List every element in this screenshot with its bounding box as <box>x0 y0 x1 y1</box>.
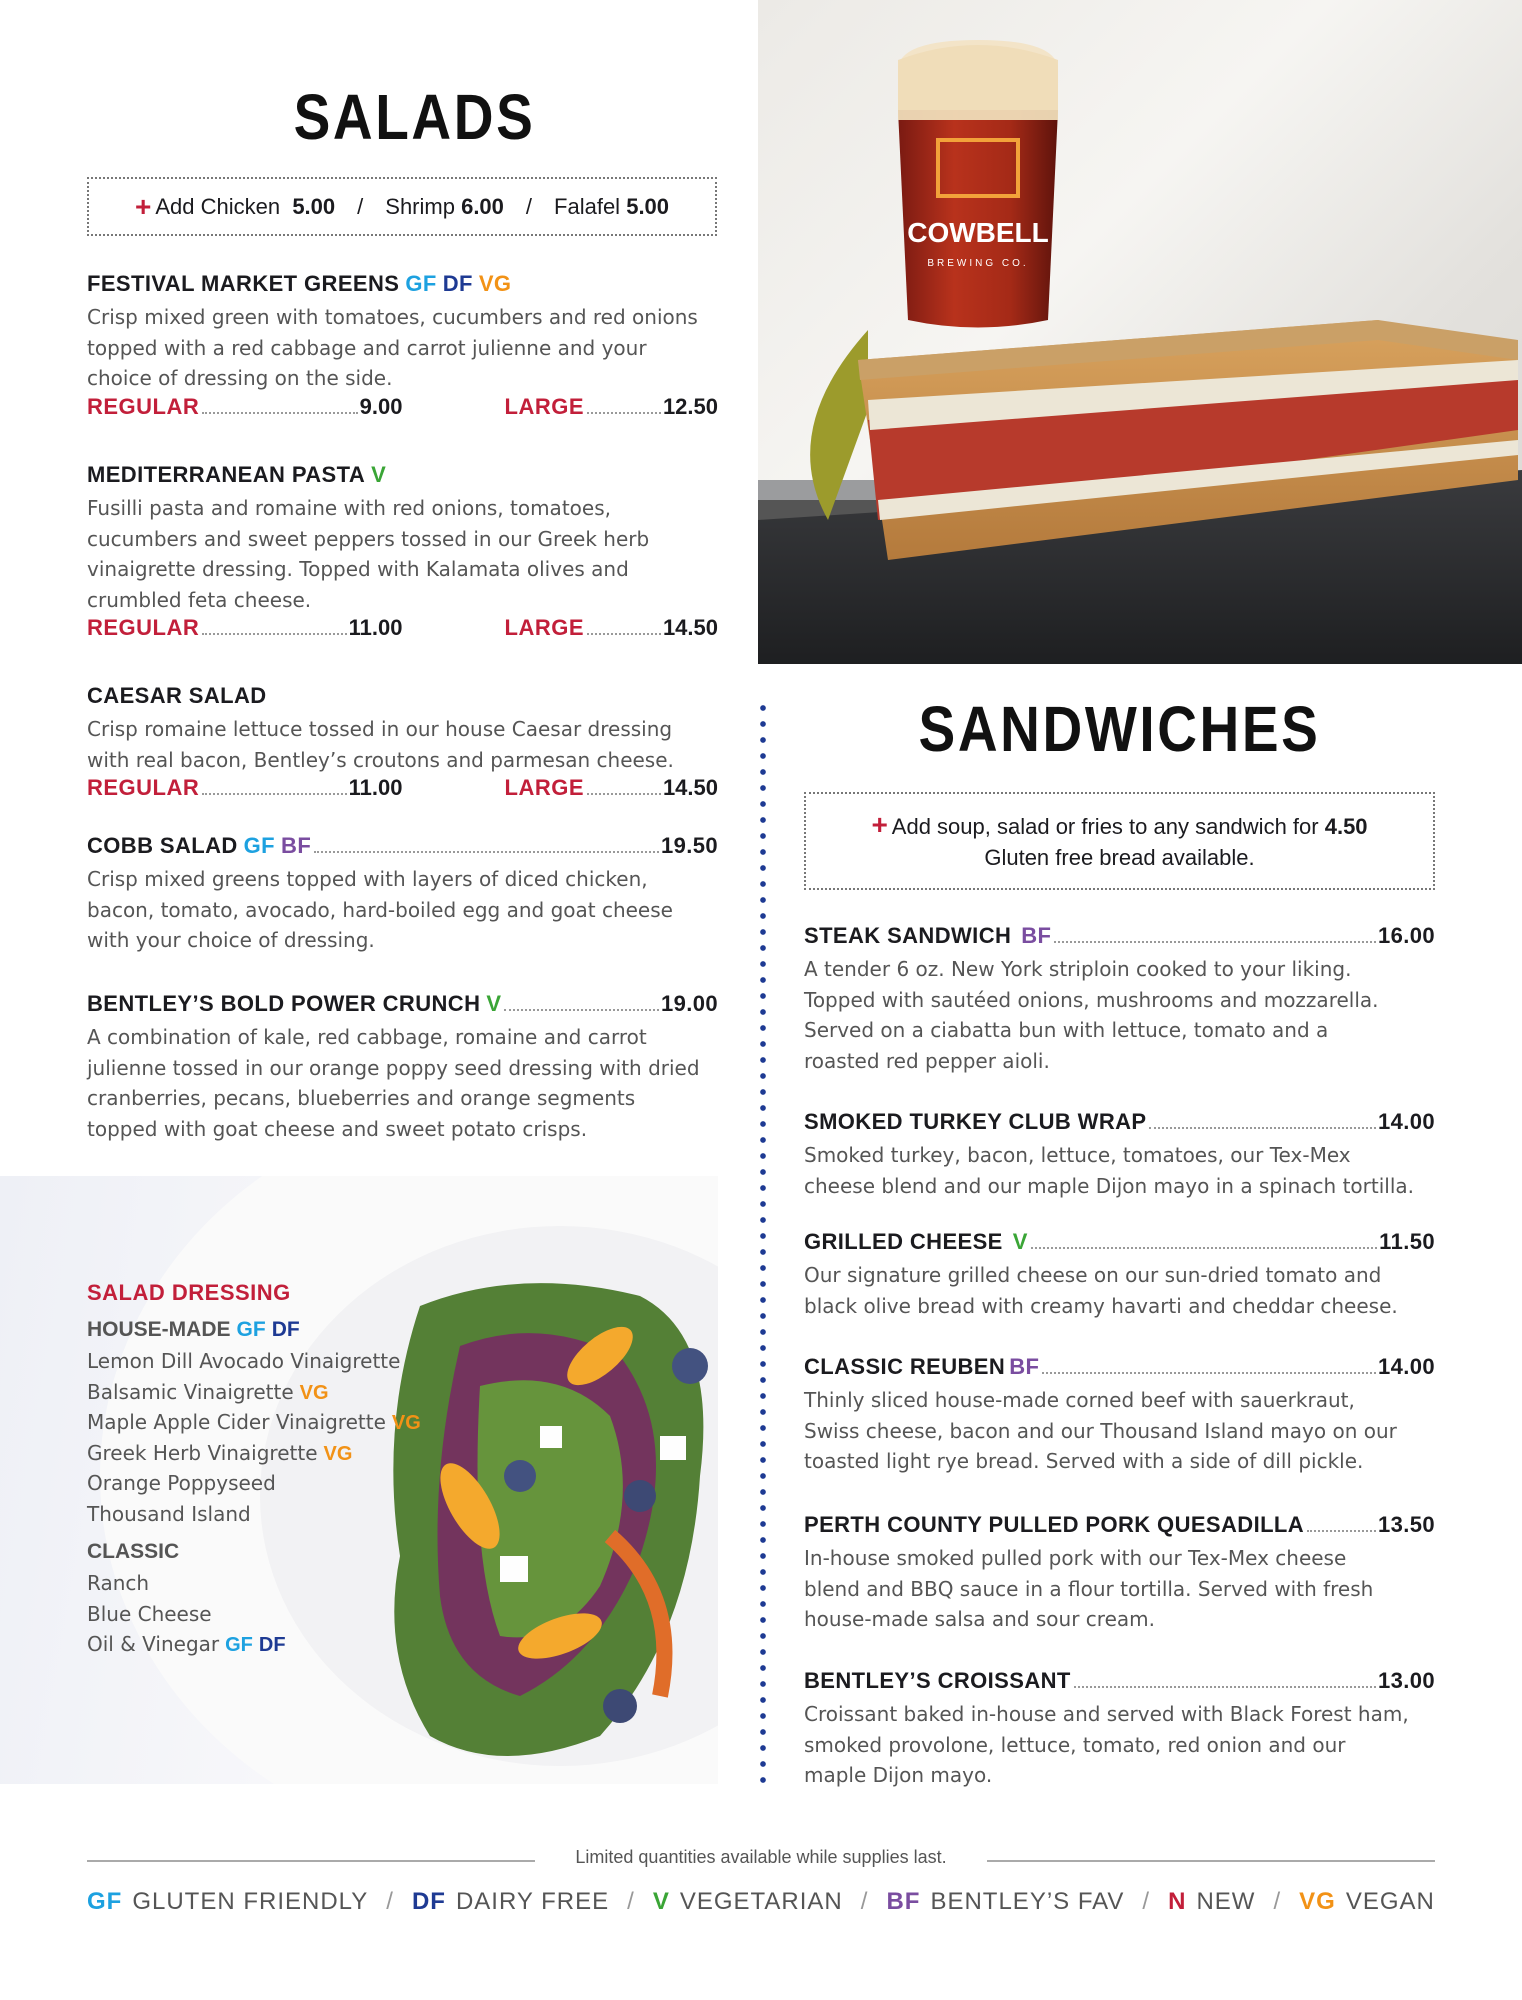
item-description: Croissant baked in-house and served with Black Forest ham, smoked provolone, lettuce, tomato, red onion and our maple Dijon mayo. <box>804 1702 1409 1787</box>
legend-sep: / <box>627 1888 635 1915</box>
sandwich-item-classic-reuben <box>804 1354 1435 1477</box>
regular-price: 11.00 <box>348 615 403 640</box>
item-name: GRILLED CHEESE <box>804 1229 1003 1254</box>
dressing-item: Oil & Vinegar GF DF <box>87 1632 286 1656</box>
tag-df: DF <box>271 1318 300 1341</box>
tag-vg: VG <box>323 1442 353 1465</box>
addon-falafel-price: 5.00 <box>626 194 670 219</box>
dressing-item: Orange Poppyseed <box>87 1471 276 1495</box>
item-description: Smoked turkey, bacon, lettuce, tomatoes, our Tex-Mex cheese blend and our maple Dijon mayo in a spinach tortilla. <box>804 1143 1414 1198</box>
item-description: Fusilli pasta and romaine with red onions, tomatoes, cucumbers and sweet peppers tossed in our Greek herb vinaigrette dressing. Topped with Kalamata olives and crumbled feta cheese. <box>87 496 650 612</box>
tag-gf: GF <box>236 1318 266 1341</box>
salad-item-cobb-salad <box>87 833 718 956</box>
tag-df: DF <box>258 1634 286 1656</box>
dressing-item: Thousand Island <box>87 1501 251 1526</box>
item-price: 11.50 <box>1379 1229 1435 1254</box>
sandwich-item-turkey-club-wrap <box>804 1109 1435 1201</box>
plus-icon: + <box>871 809 888 840</box>
tag-gf: GF <box>225 1634 253 1656</box>
dressing-item: Ranch <box>87 1571 150 1595</box>
addon-chicken-label: Add Chicken <box>155 194 281 219</box>
item-description: A tender 6 oz. New York striploin cooked to your liking. Topped with sautéed onions, mushrooms and mozzarella. Served on a ciabatta bun with lettuce, tomato and a roasted red pepper aioli. <box>804 957 1379 1073</box>
item-description: Crisp mixed greens topped with layers of diced chicken, bacon, tomato, avocado, hard-boiled egg and goat cheese with your choice of dressing. <box>87 867 673 952</box>
large-price: 14.50 <box>662 775 718 800</box>
sandwich-item-steak <box>804 923 1435 1076</box>
dressing-item: Greek Herb Vinaigrette VG <box>87 1440 353 1465</box>
sandwiches-addons-box <box>804 792 1435 890</box>
salads-title: SALADS <box>293 81 536 153</box>
limited-quantities-note: Limited quantities available while supplies last. <box>575 1847 947 1867</box>
tag-bf: BF <box>1021 923 1052 948</box>
sandwich-item-grilled-cheese <box>804 1229 1435 1321</box>
legend-bf: BF BENTLEY’S FAV <box>886 1888 1125 1915</box>
tag-df: DF <box>442 271 473 296</box>
legend-df: DF DAIRY FREE <box>411 1888 610 1915</box>
tag-gf: GF <box>243 833 276 858</box>
size-prices <box>87 775 718 807</box>
item-description: A combination of kale, red cabbage, romaine and carrot julienne tossed in our orange poppy seed dressing with dried cranberries, pecans, blueberries and orange segments topped with goat cheese and sweet potato crisps. <box>87 1025 700 1141</box>
item-name: BENTLEY’S BOLD POWER CRUNCH <box>87 991 481 1016</box>
tag-v: V <box>1012 1229 1028 1254</box>
item-name: COBB SALAD <box>87 833 238 858</box>
legend-v: V VEGETARIAN <box>652 1888 843 1915</box>
addon-chicken-price: 5.00 <box>292 194 336 219</box>
large-label: LARGE <box>504 393 584 419</box>
regular-label: REGULAR <box>87 775 200 800</box>
salad-item-festival-market-greens <box>87 271 718 426</box>
item-price: 14.00 <box>1377 1109 1435 1134</box>
regular-price: 11.00 <box>348 775 403 800</box>
tag-vg: VG <box>391 1412 421 1434</box>
legend-sep: / <box>386 1888 394 1915</box>
dressing-house-made-label: HOUSE-MADE GF DF <box>87 1318 300 1341</box>
plus-icon: + <box>134 191 152 222</box>
sandwich-beer-photo <box>758 0 1522 664</box>
large-price: 12.50 <box>662 393 718 419</box>
addon-shrimp-label: Shrimp <box>385 194 455 219</box>
item-name: CAESAR SALAD <box>87 683 267 708</box>
regular-label: REGULAR <box>87 615 200 640</box>
size-prices <box>87 615 718 647</box>
tag-vg: VG <box>478 271 512 296</box>
item-name: PERTH COUNTY PULLED PORK QUESADILLA <box>804 1512 1305 1537</box>
item-name: BENTLEY’S CROISSANT <box>804 1668 1071 1693</box>
item-name: MEDITERRANEAN PASTA <box>87 462 366 487</box>
item-price: 19.50 <box>660 833 718 858</box>
tag-bf: BF <box>1009 1354 1040 1379</box>
item-price: 14.00 <box>1377 1354 1435 1379</box>
legend-sep: / <box>860 1888 869 1915</box>
tag-vg: VG <box>299 1381 329 1404</box>
legend-sep: / <box>1142 1888 1151 1915</box>
dressing-classic-label: CLASSIC <box>87 1540 180 1563</box>
legend-gf: GF GLUTEN FRIENDLY <box>87 1888 369 1915</box>
item-name: FESTIVAL MARKET GREENS <box>87 271 400 296</box>
legend-vg: VG VEGAN <box>1299 1888 1435 1915</box>
dressing-item: Lemon Dill Avocado Vinaigrette <box>87 1349 401 1373</box>
addon-sep: / <box>525 194 533 219</box>
salad-item-caesar-salad <box>87 683 718 807</box>
tag-gf: GF <box>405 271 437 296</box>
sandwich-item-croissant <box>804 1668 1435 1791</box>
salad-item-mediterranean-pasta <box>87 462 718 647</box>
dressing-item: Balsamic Vinaigrette VG <box>87 1379 329 1404</box>
item-description: Thinly sliced house-made corned beef with sauerkraut, Swiss cheese, bacon and our Thousand Island mayo on our toasted light rye bread. Served with a side of dill pickle. <box>804 1388 1397 1473</box>
regular-label: REGULAR <box>87 393 200 419</box>
salad-item-power-crunch <box>87 991 718 1144</box>
dressing-item: Maple Apple Cider Vinaigrette VG <box>87 1410 421 1434</box>
large-label: LARGE <box>504 615 584 640</box>
salads-addons-box <box>87 177 717 236</box>
item-price: 16.00 <box>1377 923 1435 948</box>
addon-shrimp-price: 6.00 <box>461 194 504 219</box>
item-price: 13.00 <box>1377 1668 1435 1693</box>
dietary-legend <box>87 1888 1435 1916</box>
tag-v: V <box>486 991 502 1016</box>
item-name: STEAK SANDWICH <box>804 923 1012 948</box>
item-price: 19.00 <box>660 991 718 1016</box>
sandwiches-title: SANDWICHES <box>918 693 1321 765</box>
regular-price: 9.00 <box>359 393 403 419</box>
large-price: 14.50 <box>662 615 718 640</box>
item-price: 13.50 <box>1377 1512 1435 1537</box>
gluten-free-note: Gluten free bread available. <box>984 845 1255 870</box>
sandwich-addon-text: Add soup, salad or fries to any sandwich for <box>891 814 1319 839</box>
legend-n: N NEW <box>1168 1888 1256 1915</box>
item-description: In-house smoked pulled pork with our Tex-Mex cheese blend and BBQ sauce in a flour tortilla. Served with fresh house-made salsa and sour cream. <box>804 1546 1374 1631</box>
sandwich-beer-illustration <box>758 0 1522 664</box>
sandwich-addon-price: 4.50 <box>1324 814 1368 839</box>
beer-logo-text: COWBELL <box>907 217 1049 248</box>
sandwich-item-pulled-pork-quesadilla <box>804 1512 1435 1635</box>
tag-bf: BF <box>281 833 312 858</box>
item-description: Crisp mixed green with tomatoes, cucumbers and red onions topped with a red cabbage and carrot julienne and your choice of dressing on the side. <box>87 305 698 390</box>
large-label: LARGE <box>504 775 584 800</box>
addon-falafel-label: Falafel <box>554 194 621 219</box>
column-divider <box>760 700 766 1785</box>
item-name: CLASSIC REUBEN <box>804 1354 1006 1379</box>
legend-sep: / <box>1273 1888 1282 1915</box>
dressing-title: SALAD DRESSING <box>87 1280 291 1305</box>
item-description: Our signature grilled cheese on our sun-dried tomato and black olive bread with creamy havarti and cheddar cheese. <box>804 1263 1398 1318</box>
dressing-item: Blue Cheese <box>87 1601 212 1626</box>
item-description: Crisp romaine lettuce tossed in our house Caesar dressing with real bacon, Bentley’s croutons and parmesan cheese. <box>87 717 674 772</box>
addon-sep: / <box>357 194 364 219</box>
item-name: SMOKED TURKEY CLUB WRAP <box>804 1109 1147 1134</box>
size-prices <box>87 394 718 426</box>
salad-dressing-section <box>87 1280 507 1663</box>
tag-v: V <box>371 462 387 487</box>
beer-logo-sub: BREWING CO. <box>927 258 1029 269</box>
